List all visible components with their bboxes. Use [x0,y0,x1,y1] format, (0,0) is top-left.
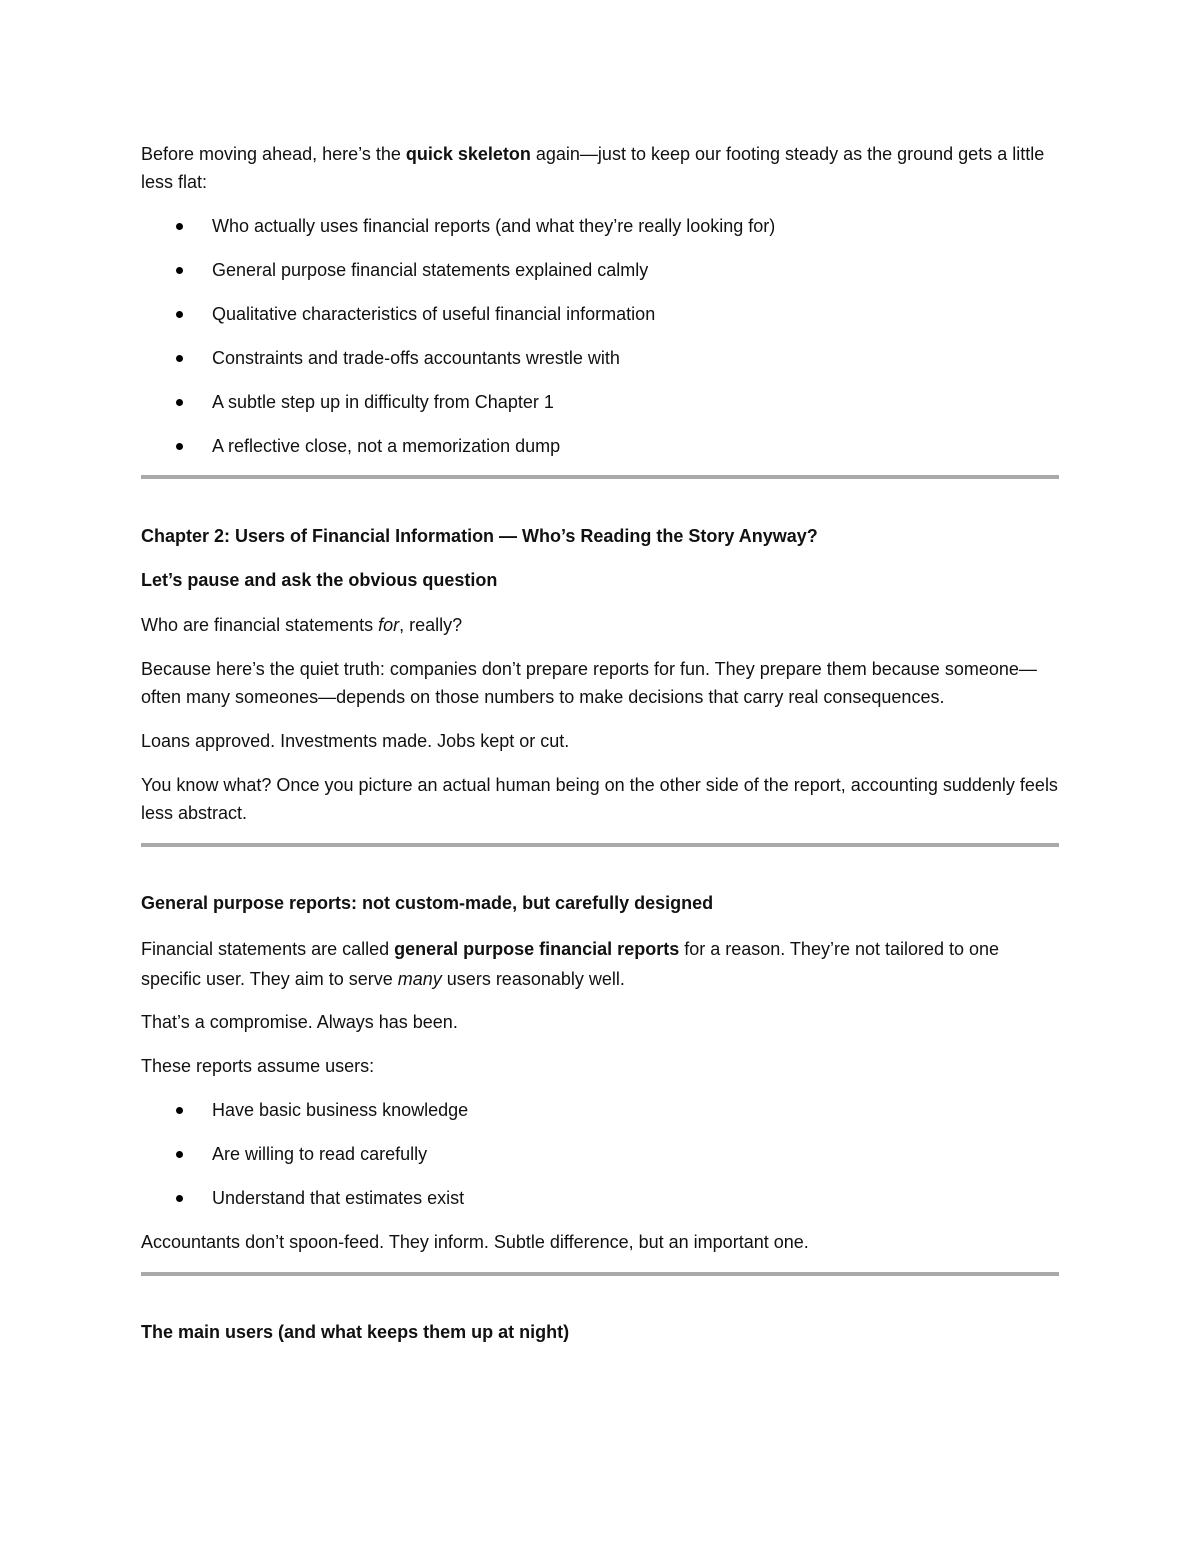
question-paragraph: Who are financial statements for, really? [141,615,463,635]
general-purpose-paragraph-3: These reports assume users: [141,1056,375,1076]
bullet-icon [176,267,183,274]
bullet-icon [176,1107,183,1114]
bullet-icon [176,1151,183,1158]
list-item: Have basic business knowledge [141,1096,1059,1124]
assumptions-list [141,1096,1059,1212]
horizontal-divider [141,1272,1059,1276]
list-item: Are willing to read carefully [141,1140,1059,1168]
list-item: Who actually uses financial reports (and what they’re really looking for) [141,212,1059,240]
skeleton-list [141,212,1059,460]
chapter-paragraph-2: Loans approved. Investments made. Jobs kept or cut. [141,731,570,751]
list-item: Understand that estimates exist [141,1184,1059,1212]
list-item: Qualitative characteristics of useful financial information [141,300,1059,328]
horizontal-divider [141,475,1059,479]
intro-text-start: Before moving ahead, here’s the [141,144,406,164]
list-item: Constraints and trade-offs accountants wrestle with [141,344,1059,372]
main-users-heading: The main users (and what keeps them up at night) [141,1322,570,1342]
intro-bold-phrase: quick skeleton [405,144,531,164]
chapter-title: Chapter 2: Users of Financial Information — Who’s Reading the Story Anyway? [141,526,818,546]
chapter-paragraph-1: Because here’s the quiet truth: companies don’t prepare reports for fun. They prepare them because someone—often many someones—depends on those numbers to make decisions that carry real consequences. [141,659,1037,707]
list-item: A reflective close, not a memorization dump [141,432,1059,460]
intro-text-end: again—just to keep our footing steady as the ground gets a little less flat: [141,144,1045,192]
bullet-icon [176,311,183,318]
chapter-subheading: Let’s pause and ask the obvious question [141,570,498,590]
bullet-icon [176,399,183,406]
bullet-icon [176,1195,183,1202]
general-purpose-paragraph-1: Financial statements are called general purpose financial reports for a reason. They’re not tailored to one specific user. They aim to serve many users reasonably well. [141,939,1000,989]
list-item: General purpose financial statements explained calmly [141,256,1059,284]
bullet-icon [176,443,183,450]
intro-paragraph [141,140,1059,196]
bullet-icon [176,355,183,362]
general-purpose-paragraph-4: Accountants don’t spoon-feed. They inform. Subtle difference, but an important one. [141,1232,809,1252]
chapter-paragraph-3: You know what? Once you picture an actual human being on the other side of the report, accounting suddenly feels less abstract. [141,775,1058,823]
list-item: A subtle step up in difficulty from Chapter 1 [141,388,1059,416]
general-purpose-paragraph-2: That’s a compromise. Always has been. [141,1012,458,1032]
general-purpose-heading: General purpose reports: not custom-made, but carefully designed [141,893,714,913]
document-page [141,140,1059,1346]
bullet-icon [176,223,183,230]
horizontal-divider [141,843,1059,847]
